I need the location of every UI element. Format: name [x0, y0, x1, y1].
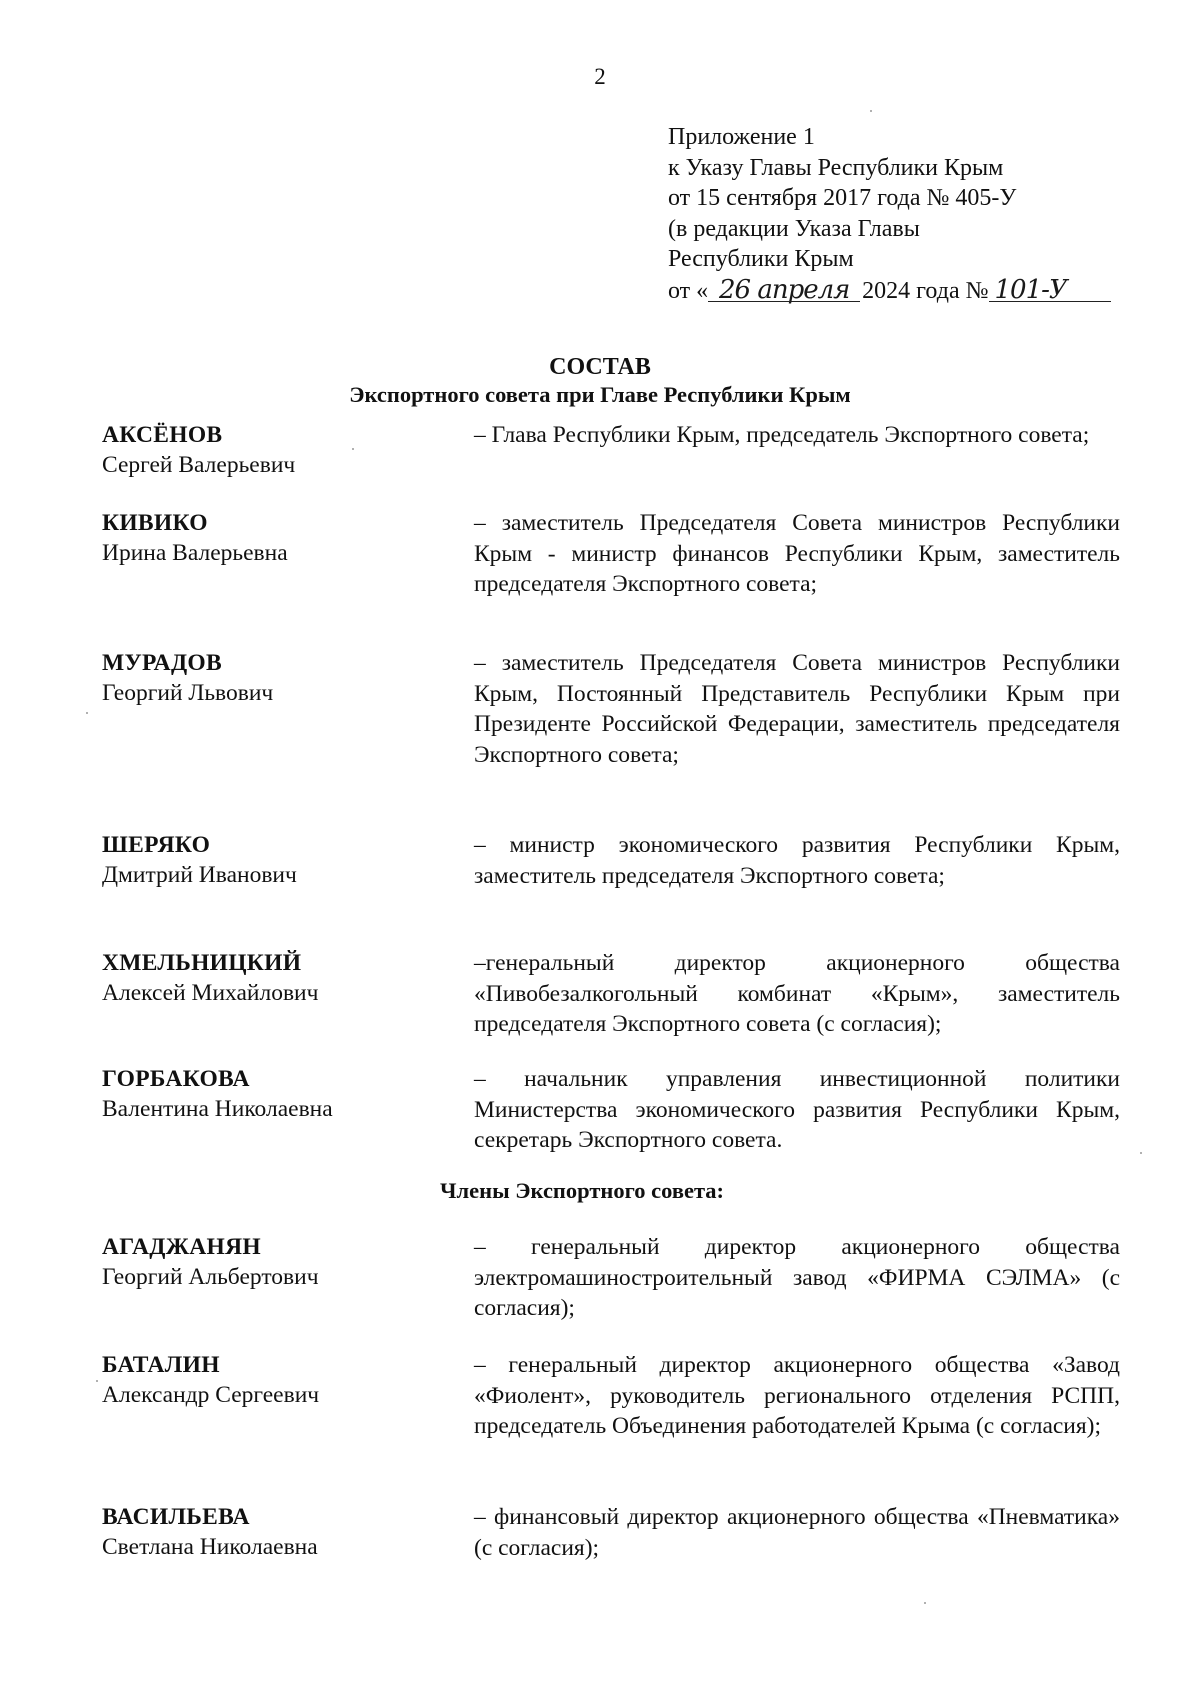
appendix-line-4: (в редакции Указа Главы [668, 215, 920, 242]
person-name [102, 948, 462, 1008]
scan-speck [1140, 1152, 1142, 1154]
scan-speck [96, 1380, 98, 1382]
members-heading: Члены Экспортного совета: [440, 1178, 725, 1203]
person-role: –генеральный директор акционерного общества «Пивобезалкогольный комбинат «Крым», заместитель председателя Экспортного совета (с согласия); [474, 950, 1120, 1037]
person-role: – начальник управления инвестиционной политики Министерства экономического развития Республики Крым, секретарь Экспортного совета. [474, 1066, 1120, 1153]
person-given-name: Георгий Львович [102, 680, 274, 706]
person-name [102, 1502, 462, 1562]
person-role: – финансовый директор акционерного общества «Пневматика» (с согласия); [474, 1504, 1120, 1561]
handwritten-decree-number: 101-У [989, 275, 1111, 306]
person-given-name: Светлана Николаевна [102, 1534, 318, 1560]
date-prefix: от « [668, 277, 709, 304]
document-subtitle: Экспортного совета при Главе Республики Крым [349, 382, 851, 407]
person-name [102, 420, 462, 480]
appendix-line-5: Республики Крым [668, 246, 854, 272]
person-given-name: Валентина Николаевна [102, 1096, 333, 1122]
person-surname: АКСЁНОВ [102, 422, 223, 448]
person-role: – генеральный директор акционерного общества «Завод «Фиолент», руководитель регионального отделения РСПП, председатель Объединения работодателей Крыма (с согласия); [474, 1352, 1120, 1439]
scan-speck [870, 110, 872, 112]
person-role: – заместитель Председателя Совета министров Республики Крым, Постоянный Представитель Республики Крым при Президенте Российской Федерации, заместитель председателя Экспортного совета; [474, 650, 1120, 768]
person-surname: КИВИКО [102, 510, 208, 536]
person-surname: ВАСИЛЬЕВА [102, 1504, 250, 1530]
scan-speck [86, 712, 88, 714]
person-surname: МУРАДОВ [102, 650, 222, 676]
person-surname: ШЕРЯКО [102, 832, 211, 858]
appendix-line-1: Приложение 1 [668, 124, 815, 150]
person-given-name: Сергей Валерьевич [102, 452, 296, 478]
person-role: – заместитель Председателя Совета министров Республики Крым - министр финансов Республики Крым, заместитель председателя Экспортного совета; [474, 510, 1120, 597]
person-name [102, 1232, 462, 1292]
person-role: – Глава Республики Крым, председатель Экспортного совета; [474, 422, 1090, 448]
appendix-line-3: от 15 сентября 2017 года № 405-У [668, 185, 1017, 211]
person-name [102, 508, 462, 568]
scan-speck [924, 1602, 926, 1604]
person-name [102, 648, 462, 708]
page-number: 2 [594, 64, 606, 89]
person-given-name: Георгий Альбертович [102, 1264, 319, 1290]
person-name [102, 1350, 462, 1410]
appendix-date-line [668, 275, 1111, 307]
person-name [102, 1064, 462, 1124]
appendix-header [668, 122, 1111, 306]
person-surname: БАТАЛИН [102, 1352, 220, 1378]
person-given-name: Ирина Валерьевна [102, 540, 288, 566]
date-suffix: 2024 года № [862, 277, 989, 304]
person-surname: ХМЕЛЬНИЦКИЙ [102, 950, 302, 976]
document-title: СОСТАВ [549, 354, 651, 380]
person-given-name: Алексей Михайлович [102, 980, 319, 1006]
scan-speck [352, 448, 354, 450]
person-surname: ГОРБАКОВА [102, 1066, 250, 1092]
handwritten-date: 26 апреля [708, 275, 860, 306]
person-role: – министр экономического развития Республики Крым, заместитель председателя Экспортного совета; [474, 832, 1120, 889]
person-name [102, 830, 462, 890]
person-given-name: Дмитрий Иванович [102, 862, 297, 888]
person-surname: АГАДЖАНЯН [102, 1234, 261, 1260]
person-given-name: Александр Сергеевич [102, 1382, 320, 1408]
appendix-line-2: к Указу Главы Республики Крым [668, 154, 1004, 181]
person-role: – генеральный директор акционерного общества электромашиностроительный завод «ФИРМА СЭЛМА» (с согласия); [474, 1234, 1120, 1321]
